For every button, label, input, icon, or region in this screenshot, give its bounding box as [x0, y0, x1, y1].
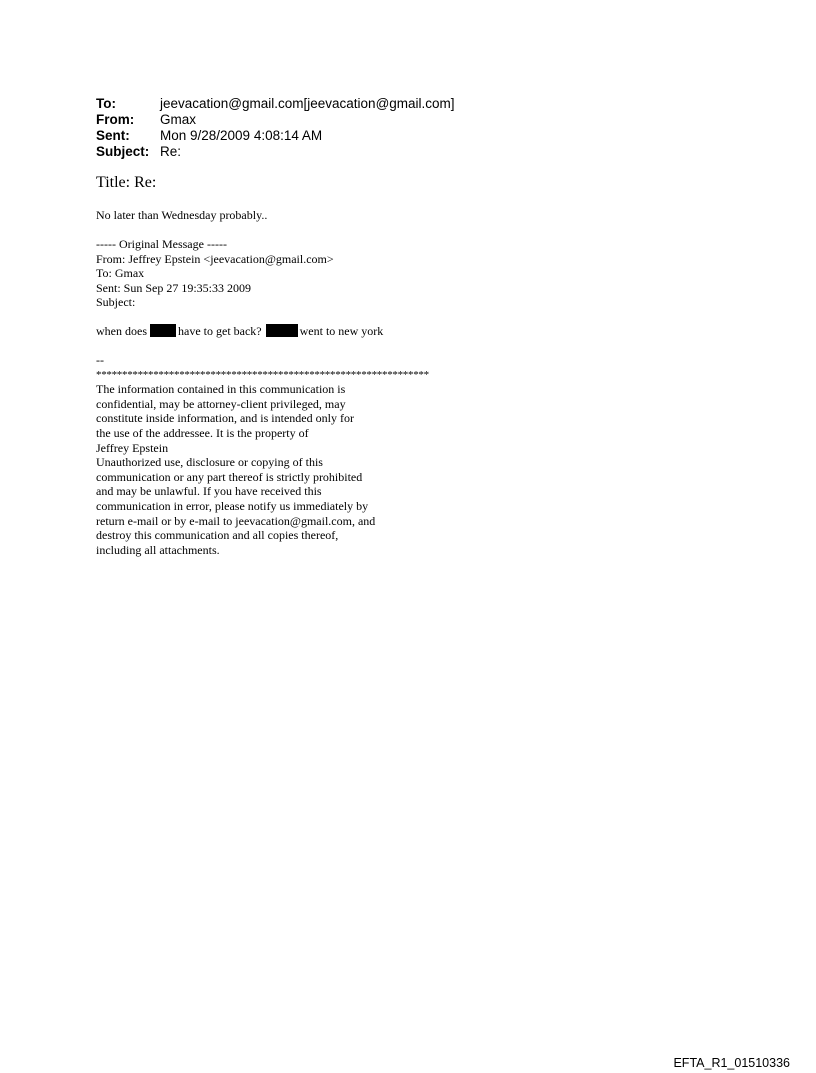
to-label: To:	[96, 96, 116, 111]
message-title	[96, 173, 156, 193]
from-label: From:	[96, 112, 135, 127]
disclaimer-line: return e-mail or by e-mail to jeevacation@gmail.com, and	[96, 513, 376, 528]
document-id: EFTA_R1_01510336	[673, 1056, 790, 1070]
original-message-line	[96, 324, 383, 339]
header-to-row	[96, 96, 455, 112]
sent-label: Sent:	[96, 128, 130, 143]
redaction-block	[150, 324, 176, 337]
original-message	[96, 237, 334, 310]
original-to: To: Gmax	[96, 266, 145, 281]
disclaimer-line: communication or any part thereof is strictly prohibited	[96, 469, 363, 484]
disclaimer-line: confidential, may be attorney-client privileged, may	[96, 396, 346, 411]
signature-stars: ****************************************************************	[96, 368, 429, 381]
original-message-divider: ----- Original Message -----	[96, 237, 227, 251]
original-subject: Subject:	[96, 295, 136, 310]
disclaimer-line: communication in error, please notify us immediately by	[96, 498, 369, 513]
message-part-1: when does	[96, 324, 147, 338]
disclaimer-line: and may be unlawful. If you have received this	[96, 484, 322, 499]
message-part-3: went to new york	[299, 324, 384, 338]
header-sent-row	[96, 128, 455, 144]
title-label: Title:	[96, 174, 131, 191]
message-part-2: have to get back?	[178, 324, 262, 338]
signature-block	[96, 353, 429, 557]
disclaimer-line: constitute inside information, and is intended only for	[96, 411, 354, 426]
email-header	[96, 96, 455, 160]
redaction-block	[266, 324, 298, 337]
header-subject-row	[96, 144, 455, 160]
signature-dashes: --	[96, 353, 104, 367]
subject-label: Subject:	[96, 144, 150, 159]
disclaimer-line: Unauthorized use, disclosure or copying of this	[96, 455, 323, 470]
reply-text: No later than Wednesday probably..	[96, 208, 268, 222]
disclaimer-line: the use of the addressee. It is the property of	[96, 425, 309, 440]
original-from: From: Jeffrey Epstein <jeevacation@gmail.com>	[96, 251, 334, 266]
disclaimer-line: Jeffrey Epstein	[96, 440, 169, 455]
original-sent: Sent: Sun Sep 27 19:35:33 2009	[96, 280, 252, 295]
subject-value: Re:	[160, 144, 182, 159]
title-value: Re:	[134, 174, 157, 191]
reply-body	[96, 208, 267, 223]
from-value: Gmax	[160, 112, 197, 127]
header-from-row	[96, 112, 455, 128]
disclaimer-line: The information contained in this communication is	[96, 382, 346, 397]
sent-value: Mon 9/28/2009 4:08:14 AM	[160, 128, 323, 143]
original-message-body	[96, 324, 383, 339]
disclaimer-line: destroy this communication and all copies thereof,	[96, 528, 339, 543]
to-value: jeevacation@gmail.com[jeevacation@gmail.com]	[160, 96, 455, 111]
disclaimer-line: including all attachments.	[96, 542, 220, 557]
